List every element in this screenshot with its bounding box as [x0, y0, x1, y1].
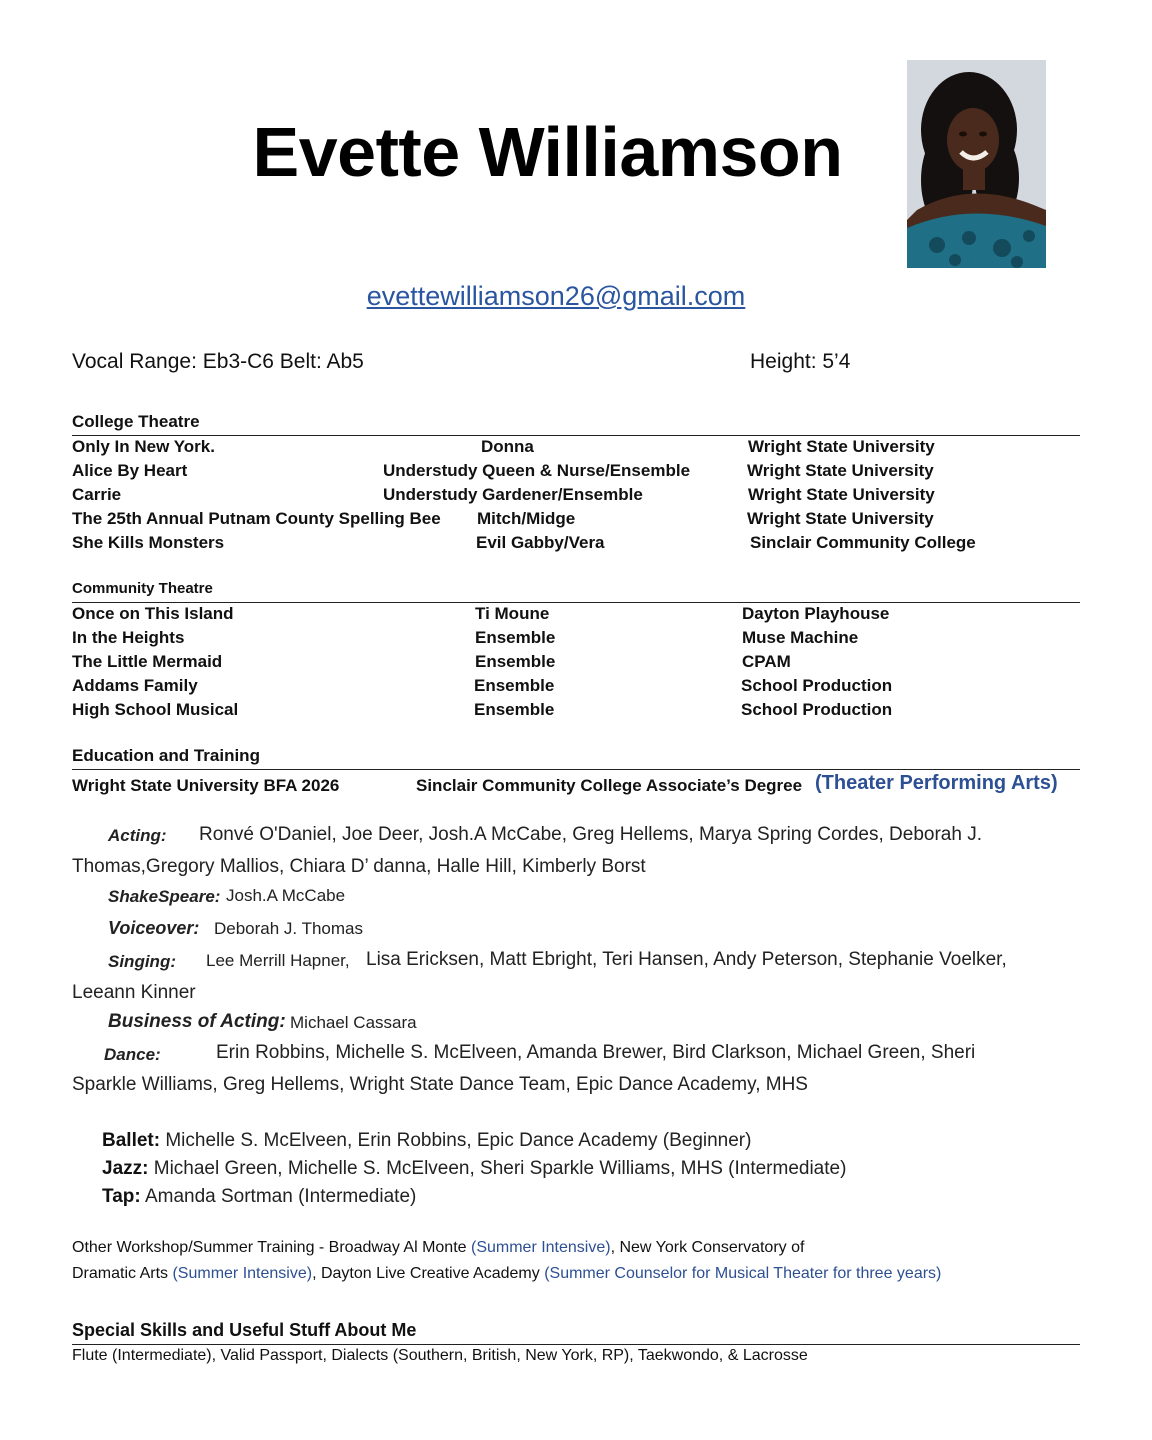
college-role: Mitch/Midge — [477, 509, 576, 528]
community-role: Ensemble — [475, 628, 556, 647]
workshop-counselor-note: (Summer Counselor for Musical Theater for three years) — [544, 1265, 942, 1282]
community-show: Addams Family — [72, 676, 198, 695]
college-show: She Kills Monsters — [72, 533, 225, 552]
business-teacher: Michael Cassara — [290, 1013, 417, 1032]
skills-heading: Special Skills and Useful Stuff About Me — [72, 1320, 417, 1340]
community-theatre-heading: Community Theatre — [72, 580, 213, 597]
college-venue: Sinclair Community College — [750, 533, 976, 552]
tap-teachers: Amanda Sortman (Intermediate) — [144, 1186, 417, 1207]
workshop-dramatic-arts: Dramatic Arts — [72, 1265, 169, 1282]
college-venue: Wright State University — [747, 461, 934, 480]
community-venue: School Production — [741, 676, 893, 695]
community-role: Ti Moune — [475, 604, 550, 623]
workshop-dayton-live: , Dayton Live Creative Academy — [312, 1265, 540, 1282]
skills-divider — [72, 1344, 1080, 1345]
education-sinclair-note: (Theater Performing Arts) — [815, 772, 1058, 794]
dance-teachers-line2: Sparkle Williams, Greg Hellems, Wright State Dance Team, Epic Dance Academy, MHS — [72, 1074, 808, 1095]
singing-teachers-line2: Leeann Kinner — [72, 982, 196, 1003]
education-sinclair: Sinclair Community College Associate’s Degree — [416, 776, 803, 795]
education-heading: Education and Training — [72, 746, 260, 765]
headshot-photo — [907, 60, 1046, 268]
college-show: Only In New York. — [72, 437, 215, 456]
email-link[interactable]: evettewilliamson26@gmail.com — [366, 281, 746, 311]
college-divider — [72, 435, 1080, 436]
shakespeare-teacher: Josh.A McCabe — [226, 886, 346, 905]
college-role: Understudy Gardener/Ensemble — [383, 485, 643, 504]
workshop-note: (Summer Intensive) — [470, 1239, 611, 1256]
education-divider — [72, 769, 1080, 770]
jazz-teachers: Michael Green, Michelle S. McElveen, Sheri Sparkle Williams, MHS (Intermediate) — [153, 1158, 847, 1179]
community-venue: Muse Machine — [742, 628, 859, 647]
community-venue: Dayton Playhouse — [742, 604, 890, 623]
height: Height: 5’4 — [750, 350, 851, 373]
education-wsu: Wright State University BFA 2026 — [72, 776, 340, 795]
college-show: Alice By Heart — [72, 461, 188, 480]
college-role: Understudy Queen & Nurse/Ensemble — [383, 461, 691, 480]
community-divider — [72, 602, 1080, 603]
workshop-note: (Summer Intensive) — [172, 1265, 313, 1282]
tap-label: Tap: — [102, 1186, 141, 1207]
singing-label: Singing: — [108, 952, 176, 971]
acting-teachers-line2: Thomas,Gregory Mallios, Chiara D’ danna, Halle Hill, Kimberly Borst — [72, 856, 646, 877]
college-theatre-heading: College Theatre — [72, 412, 200, 431]
college-venue: Wright State University — [748, 485, 935, 504]
community-role: Ensemble — [474, 700, 555, 719]
dance-teachers-line1: Erin Robbins, Michelle S. McElveen, Amanda Brewer, Bird Clarkson, Michael Green, Sheri — [216, 1042, 976, 1063]
headshot-illustration — [907, 60, 1046, 268]
community-role: Ensemble — [474, 676, 555, 695]
acting-teachers-line1: Ronvé O'Daniel, Joe Deer, Josh.A McCabe, Greg Hellems, Marya Spring Cordes, Deborah J. — [199, 824, 982, 845]
singing-teachers-line1: Lisa Ericksen, Matt Ebright, Teri Hansen, Andy Peterson, Stephanie Voelker, — [366, 949, 1007, 970]
community-venue: School Production — [741, 700, 893, 719]
community-show: In the Heights — [72, 628, 185, 647]
college-role: Evil Gabby/Vera — [476, 533, 605, 552]
singing-first-teacher: Lee Merrill Hapner, — [206, 951, 350, 970]
workshop-nyc-conservatory: , New York Conservatory of — [610, 1239, 805, 1256]
community-show: Once on This Island — [72, 604, 234, 623]
college-role: Donna — [481, 437, 534, 456]
college-show: The 25th Annual Putnam County Spelling Bee — [72, 509, 441, 528]
acting-label: Acting: — [108, 826, 167, 845]
college-venue: Wright State University — [747, 509, 934, 528]
vocal-range: Vocal Range: Eb3-C6 Belt: Ab5 — [72, 350, 364, 373]
workshop-broadway-al-monte: Other Workshop/Summer Training - Broadway Al Monte — [72, 1239, 467, 1256]
voiceover-teacher: Deborah J. Thomas — [214, 919, 363, 938]
college-show: Carrie — [72, 485, 122, 504]
jazz-label: Jazz: — [102, 1158, 149, 1179]
community-role: Ensemble — [475, 652, 556, 671]
ballet-teachers: Michelle S. McElveen, Erin Robbins, Epic Dance Academy (Beginner) — [165, 1130, 752, 1151]
dance-label: Dance: — [104, 1045, 161, 1064]
voiceover-label: Voiceover: — [108, 918, 200, 938]
community-show: High School Musical — [72, 700, 239, 719]
skills-text: Flute (Intermediate), Valid Passport, Dialects (Southern, British, New York, RP), Taekwondo, & Lacrosse — [72, 1347, 808, 1364]
ballet-label: Ballet: — [102, 1130, 161, 1151]
business-label: Business of Acting: — [108, 1011, 286, 1032]
resume-name: Evette Williamson — [252, 113, 843, 191]
workshops-line1 — [72, 1239, 804, 1257]
community-show: The Little Mermaid — [72, 652, 223, 671]
shakespeare-label: ShakeSpeare: — [108, 887, 221, 906]
college-venue: Wright State University — [748, 437, 935, 456]
workshops-line2 — [72, 1265, 941, 1283]
community-venue: CPAM — [742, 652, 791, 671]
